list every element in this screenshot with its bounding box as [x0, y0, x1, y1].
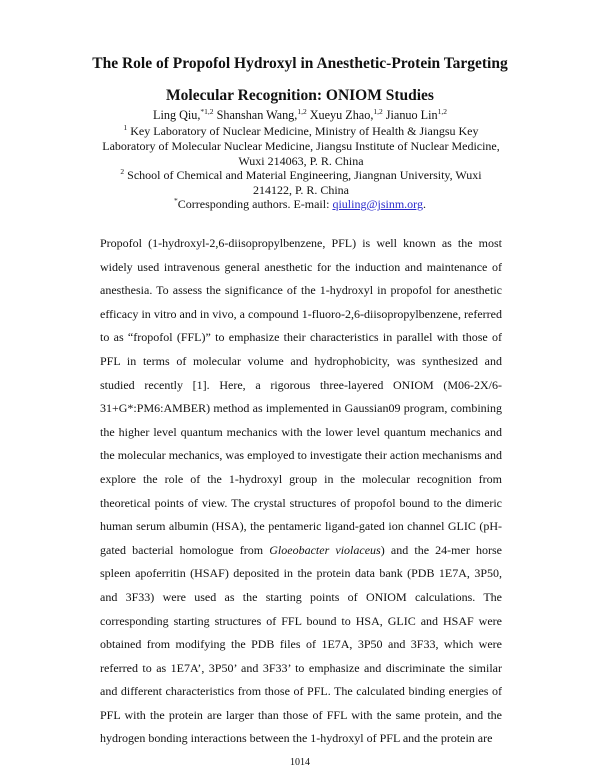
- author-affiliation-mark: 1,2: [437, 106, 447, 116]
- author-affiliation-mark: 1,2: [373, 106, 383, 116]
- author-list: [0, 108, 600, 123]
- corresponding-mark: *: [174, 196, 178, 205]
- affiliation-1-text: Key Laboratory of Nuclear Medicine, Ministry of Health & Jiangsu Key Laboratory of Molecular Nuclear Medicine, Jiangsu Institute of Nuclear Medicine, Wuxi 214063, P. R. China: [102, 124, 500, 168]
- author-affiliation-mark: 1,2: [297, 106, 307, 116]
- author-name: Xueyu Zhao,: [309, 108, 374, 122]
- author-name: Ling Qiu,: [153, 108, 201, 122]
- body-paragraph: [100, 232, 502, 751]
- author-name: Shanshan Wang,: [216, 108, 298, 122]
- affiliation-2: [100, 168, 502, 198]
- affiliation-1-mark: 1: [123, 123, 128, 132]
- paper-title-line-1: The Role of Propofol Hydroxyl in Anesthetic-Protein Targeting: [92, 55, 508, 72]
- paper-title-line-2: Molecular Recognition: ONIOM Studies: [166, 87, 434, 104]
- body-text-part-1: Propofol (1-hydroxyl-2,6-diisopropylbenzene, PFL) is well known as the most widely used intravenous general anesthetic for the induction and maintenance of anesthesia. To assess the significance of the 1-hydroxyl in propofol for anesthetic efficacy in vitro and in vivo, a compound 1-fluoro-2,6-diisopropylbenzene, referred to as “fropofol (FFL)” to emphasize their characteristics in parallel with those of PFL in terms of molecular volume and hydrophobicity, was synthesized and studied recently [1]. Here, a rigorous three-layered ONIOM (M06-2X/6-31+G*:PM6:AMBER) method as implemented in Gaussian09 program, combining the higher level quantum mechanics with the lower level quantum mechanics and the molecular mechanics, was employed to investigate their action mechanisms and explore the role of the 1-hydroxyl group in the molecular recognition from theoretical points of view. The crystal structures of propofol bound to the dimeric human serum albumin (HSA), the pentameric ligand-gated ion channel GLIC (pH-gated bacterial homologue from: [100, 236, 502, 557]
- author-affiliation-mark: *1,2: [200, 106, 214, 116]
- affiliation-2-mark: 2: [120, 167, 125, 176]
- corresponding-author: [0, 197, 600, 212]
- affiliation-2-text: School of Chemical and Material Engineering, Jiangnan University, Wuxi 214122, P. R. China: [127, 168, 482, 197]
- corresponding-end: .: [422, 197, 426, 211]
- author-name: Jianuo Lin: [385, 108, 438, 122]
- abstract-body: [100, 232, 502, 751]
- body-species-name: Gloeobacter violaceus: [269, 542, 381, 557]
- body-text-part-2: ) and the 24-mer horse spleen apoferritin (HSAF) deposited in the protein data bank (PDB 1E7A, 3P50, and 3F33) were used as the starting points of ONIOM calculations. The corresponding starting structures of FFL bound to HSA, GLIC and HSAF were obtained from modifying the PDB files of 1E7A, 3P50 and 3F33, which were referred to as 1E7A’, 3P50’ and 3F33’ to emphasize and discriminate the similar and different characteristics from those of PFL. The calculated binding energies of PFL with the protein are larger than those of FFL with the same protein, and the hydrogen bonding interactions between the 1-hydroxyl of PFL and the protein are: [100, 542, 502, 746]
- affiliation-1: [100, 124, 502, 169]
- page-number: 1014: [290, 757, 310, 768]
- corresponding-label: Corresponding authors. E-mail:: [177, 197, 333, 211]
- email-link[interactable]: qiuling@jsinm.org: [332, 197, 423, 211]
